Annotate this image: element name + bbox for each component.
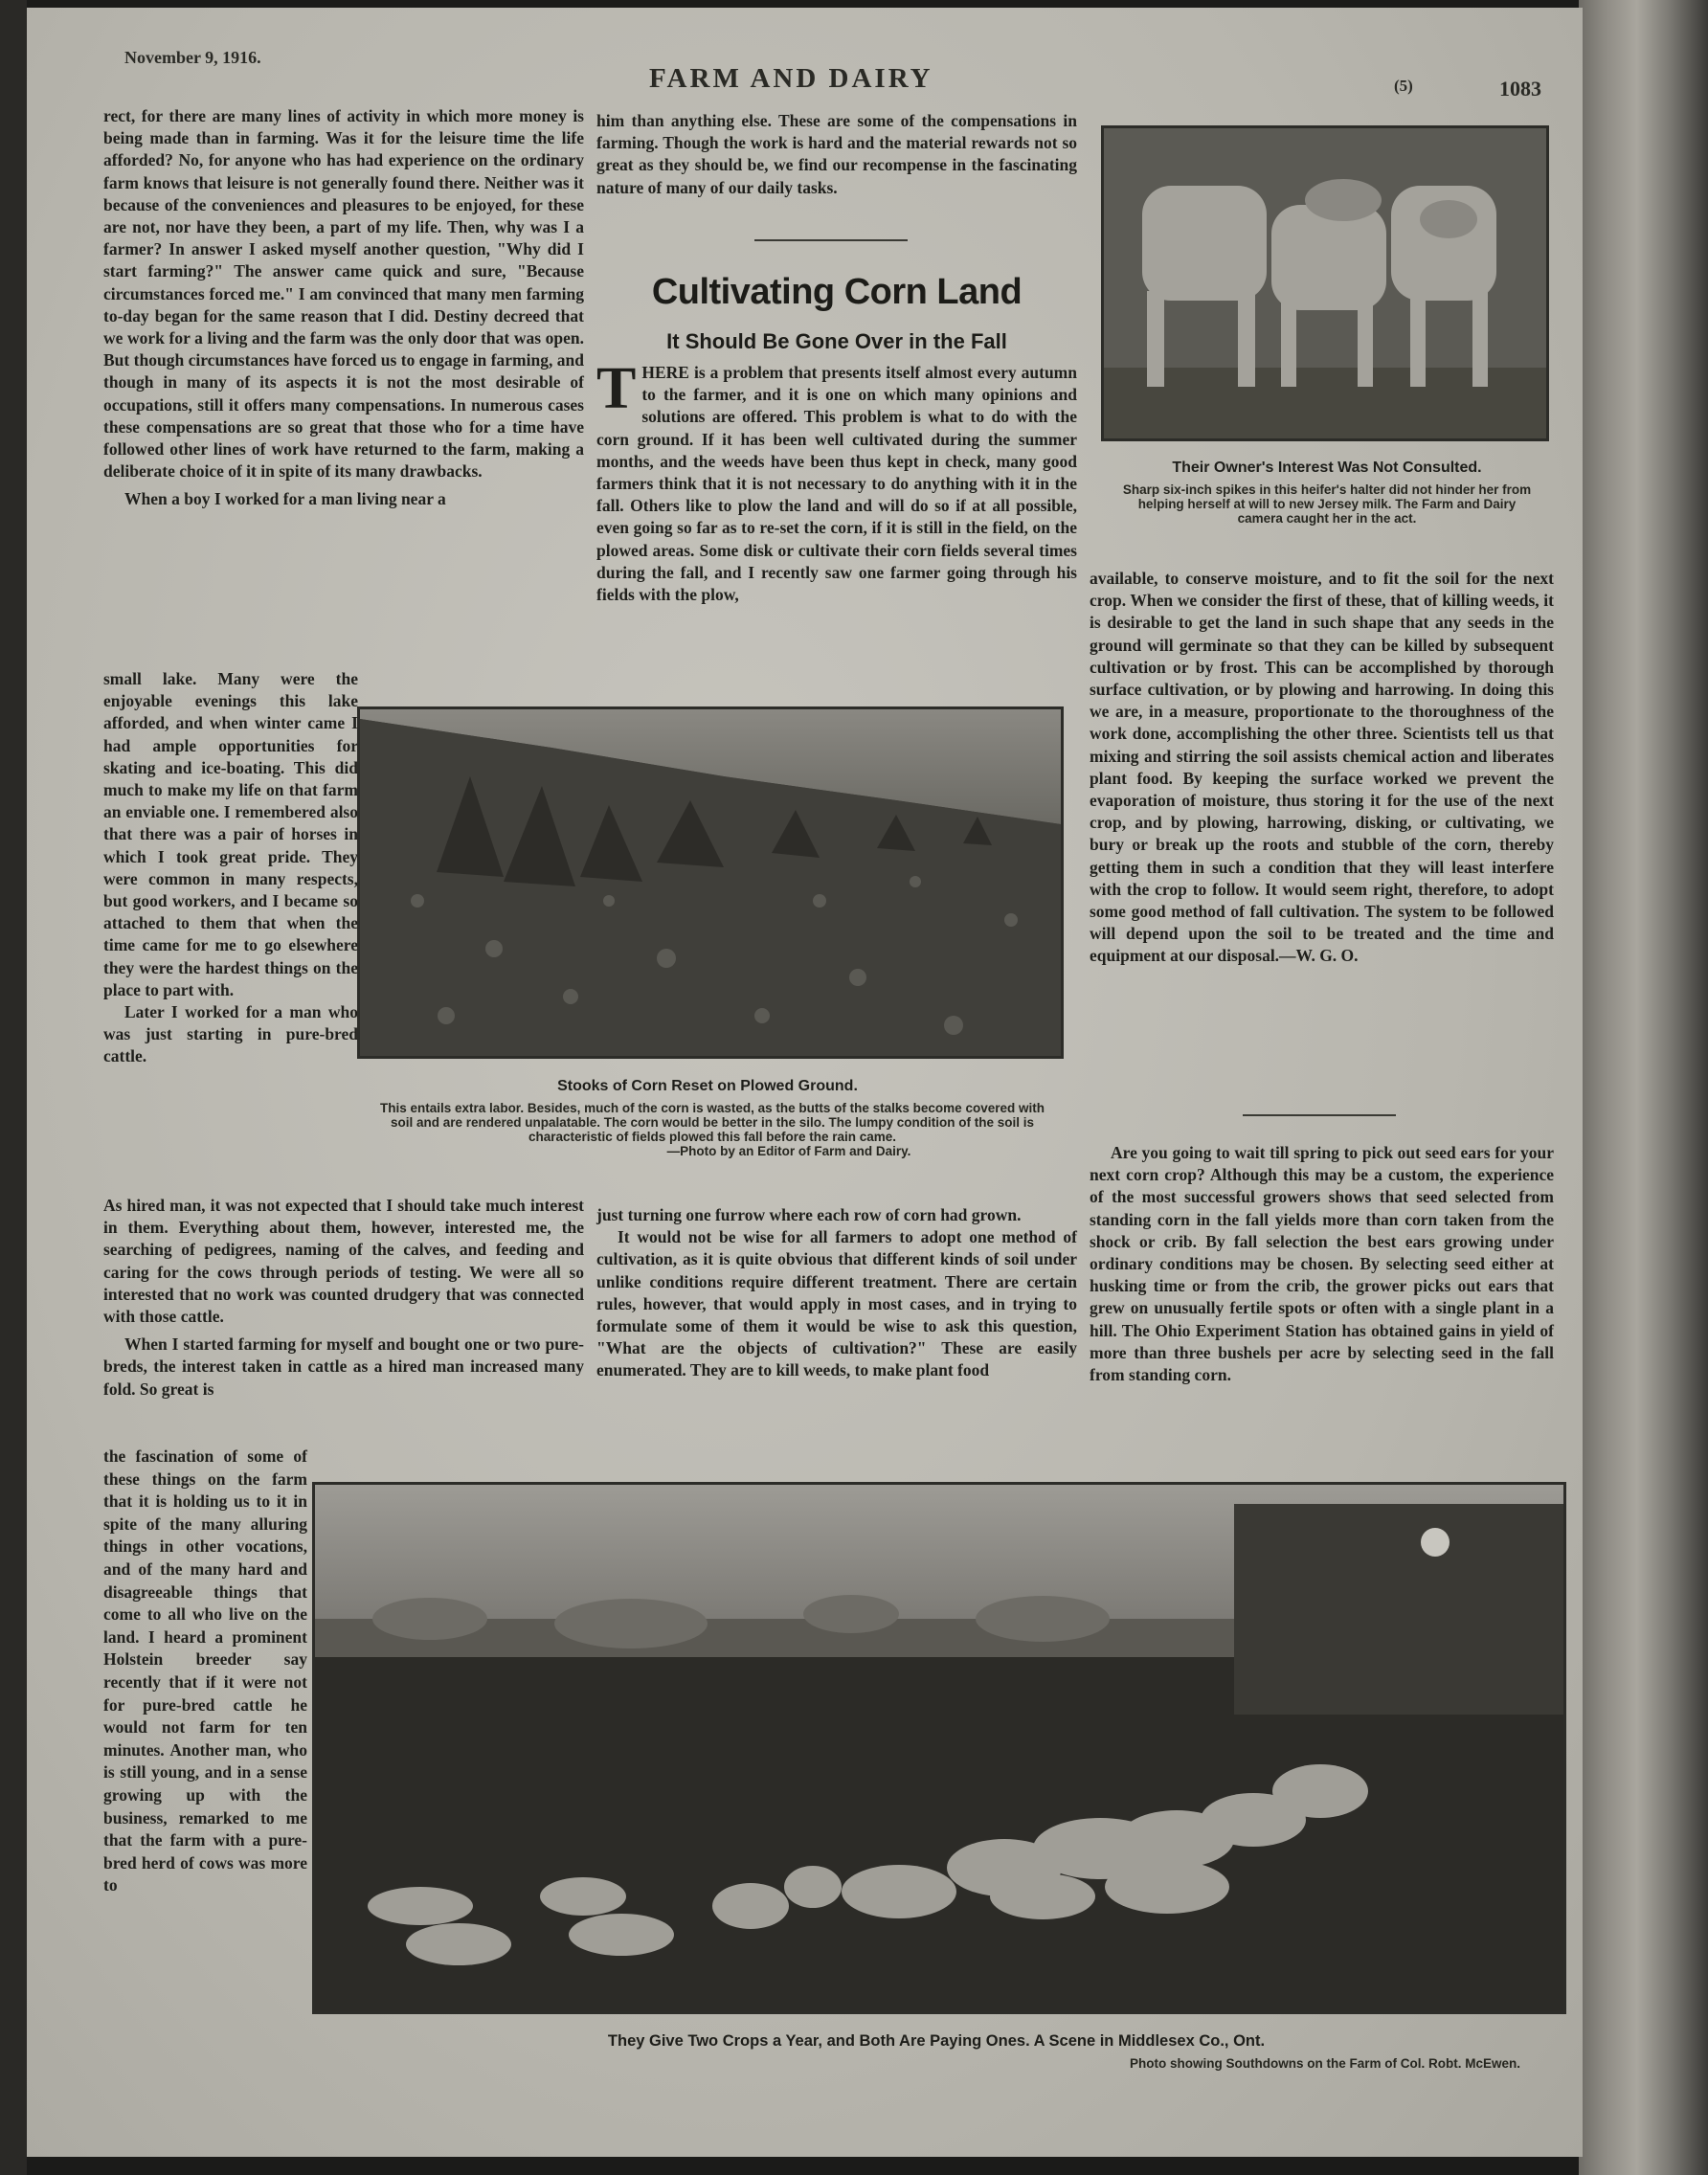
left-column-middle (103, 1195, 584, 1401)
newspaper-page (27, 8, 1583, 2157)
middle-column-top (596, 110, 1077, 199)
paragraph: him than anything else. These are some of the compensations in farming. Though the work is hard and the material rewards not so great as they should be, we find our recompense in the fascinating nature of many of our daily tasks. (596, 111, 1077, 197)
left-column-bottom (103, 1446, 307, 1897)
sheep-photo (312, 1482, 1566, 2014)
sheep-caption-title: They Give Two Crops a Year, and Both Are Paying Ones. A Scene in Middlesex Co., Ont. (607, 2032, 1266, 2050)
divider-rule (1243, 1114, 1396, 1116)
paragraph: When a boy I worked for a man living near a (124, 489, 446, 509)
paragraph: THERE is a problem that presents itself almost every autumn to the farmer, and it is one on which many opinions and solutions are offered. This problem is what to do with the corn ground. If it has been well cultivated during the summer months, and the weeds have been thus kept in check, many good farmers think that it is not necessary to do anything with it in the fall. Others like to plow the land and will do so if at all possible, even going so far as to re-set the corn, if it is still in the field, on the plowed areas. Some disk or cultivate their corn fields several times during the fall, and I recently saw one farmer going through his fields with the plow, (596, 356, 1077, 605)
photo-credit: —Photo by an Editor of Farm and Dairy. (666, 1144, 911, 1158)
corn-photo-caption-body: This entails extra labor. Besides, much of the corn is wasted, as the butts of the stalks become covered with soil and are rendered unpalatable. The corn would be better in the silo. The lumpy condition of the soil is characteristic of fields plowed this fall before the rain came. —Photo by an Editor of Farm and Dairy. (380, 1101, 1045, 1158)
section-number: (5) (1394, 77, 1413, 95)
book-page-edges (1579, 0, 1708, 2175)
middle-column-bottom (596, 1204, 1077, 1382)
paragraph: available, to conserve moisture, and to fit the soil for the next crop. When we consider the first of these, that of killing weeds, it is desirable to get the land in such shape that any seeds in the ground will germinate so that they can be killed by subsequent cultivation or by frost. This can be accomplished by thorough surface cultivation, or by plowing and harrowing. In doing this we are, in a measure, proportionate to the thoroughness of the work done, accomplishing the other three. Scientists tell us that mixing and stirring the soil assists chemical action and liberates plant food. By keeping the surface worked we prevent the evaporation of moisture, thus storing it for the use of the next crop, and by plowing, harrowing, disking, or cultivating, we bury or break up the roots and stubble of the corn, thereby getting them in such a condition that they will least interfere with the crop to follow. It would seem right, therefore, to adopt some good method of fall cultivation. The system to be followed will depend upon the soil to be treated and the time and equipment at our disposal.—W. G. O. (1090, 569, 1554, 966)
left-column-narrow (103, 668, 358, 1068)
heifer-caption-title: Their Owner's Interest Was Not Consulted. (1172, 460, 1482, 476)
sheep-caption-body: Photo showing Southdowns on the Farm of Col. Robt. McEwen. (1130, 2056, 1520, 2071)
paragraph: small lake. Many were the enjoyable evenings this lake afforded, and when winter came I had ample opportunities for skating and ice-boating. This did much to make my life on that farm an enviable one. I remembered also that there was a pair of horses in which I took great pride. They were common in many respects, but good workers, and I became so attached to them that when the time came for me to go elsewhere they were the hardest things on the place to part with. (103, 669, 358, 999)
article-title: Cultivating Corn Land (651, 272, 1023, 312)
article-subtitle: It Should Be Gone Over in the Fall (666, 329, 1007, 353)
paragraph: As hired man, it was not expected that I should take much interest in them. Everything about them, however, interested me, the searching of pedigrees, naming of the calves, and feeding and caring for the cows through periods of testing. We were all so interested that no work was counted drudgery that was connected with those cattle. (103, 1196, 584, 1327)
corn-stooks-photo (357, 706, 1064, 1059)
paragraph: It would not be wise for all farmers to adopt one method of cultivation, as it is quite obvious that different kinds of soil under unlike conditions require different treatment. There are certain rules, however, that would apply in most cases, and in trying to formulate some of them it would be wise to ask this question, "What are the objects of cultivation?" These are easily enumerated. They are to kill weeds, to make plant food (596, 1227, 1077, 1380)
drop-cap: T (596, 356, 637, 421)
seed-selection-item (1090, 1142, 1554, 1386)
paragraph: Are you going to wait till spring to pick out seed ears for your next corn crop? Although this may be a custom, the experience of the most successful growers shows that seed selected from standing corn in the fall yields more than corn taken from the shock or crib. By fall selection the best ears growing under ordinary conditions may be chosen. By selecting seed either at husking time or from the crib, the grower picks out ears that grew on unusually fertile spots or often with a single plant in a hill. The Ohio Experiment Station has obtained gains in yield of more than three bushels per acre by selecting seed in the fall from standing corn. (1090, 1143, 1554, 1385)
page-number: 1083 (1499, 77, 1541, 101)
paragraph: rect, for there are many lines of activity in which more money is being made than in farming. Was it for the leisure time the life afforded? No, for anyone who has had experience on the ordinary farm knows that leisure is not generally found there. Neither was it because of the conveniences and pleasures to be enjoyed, for these are not, nor have they been, a part of my life. Then, why was I a farmer? In answer I asked myself another question, "Why did I start farming?" The answer came quick and sure, "Because circumstances forced me." I am convinced that many men farming to-day began for the same reason that I did. Destiny decreed that we work for a living and the farm was the only door that was open. But though circumstances have forced us to engage in farming, and though in many of its aspects it is not the most desirable of occupations, still it offers many compensations. In numerous cases these compensations are so great that those who for a time have followed other lines of work have returned to the farm, making a deliberate choice of it in spite of its many drawbacks. (103, 106, 584, 482)
heifer-illustration (1104, 128, 1546, 438)
binding-shadow-left (0, 0, 27, 2175)
sheep-pasture-illustration (315, 1485, 1563, 2011)
divider-rule (754, 239, 908, 241)
corn-photo-caption-title: Stooks of Corn Reset on Plowed Ground. (557, 1078, 858, 1094)
paragraph: just turning one furrow where each row of corn had grown. (596, 1205, 1022, 1224)
right-column (1090, 568, 1554, 968)
paragraph: Later I worked for a man who was just starting in pure-bred cattle. (103, 1002, 358, 1066)
heifer-caption-body: Sharp six-inch spikes in this heifer's halter did not hinder her from helping herself at will to new Jersey milk. The Farm and Dairy camera caught her in the act. (1122, 482, 1532, 526)
left-column-top (103, 105, 584, 511)
article-body-top (596, 356, 1077, 606)
corn-field-illustration (360, 709, 1061, 1056)
issue-date: November 9, 1916. (124, 48, 261, 67)
heifer-photo (1101, 125, 1549, 441)
masthead: FARM AND DAIRY (649, 63, 933, 94)
paragraph: When I started farming for myself and bought one or two pure-breds, the interest taken in cattle as a hired man increased many fold. So great is (103, 1334, 584, 1399)
paragraph: the fascination of some of these things on the farm that it is holding us to it in spite of the many alluring things in other vocations, and of the many hard and disagreeable things that come to all who live on the land. I heard a prominent Holstein breeder say recently that if it were not for pure-bred cattle he would not farm for ten minutes. Another man, who is still young, and in a sense growing up with the business, remarked to me that the farm with a pure-bred herd of cows was more to (103, 1446, 307, 1895)
